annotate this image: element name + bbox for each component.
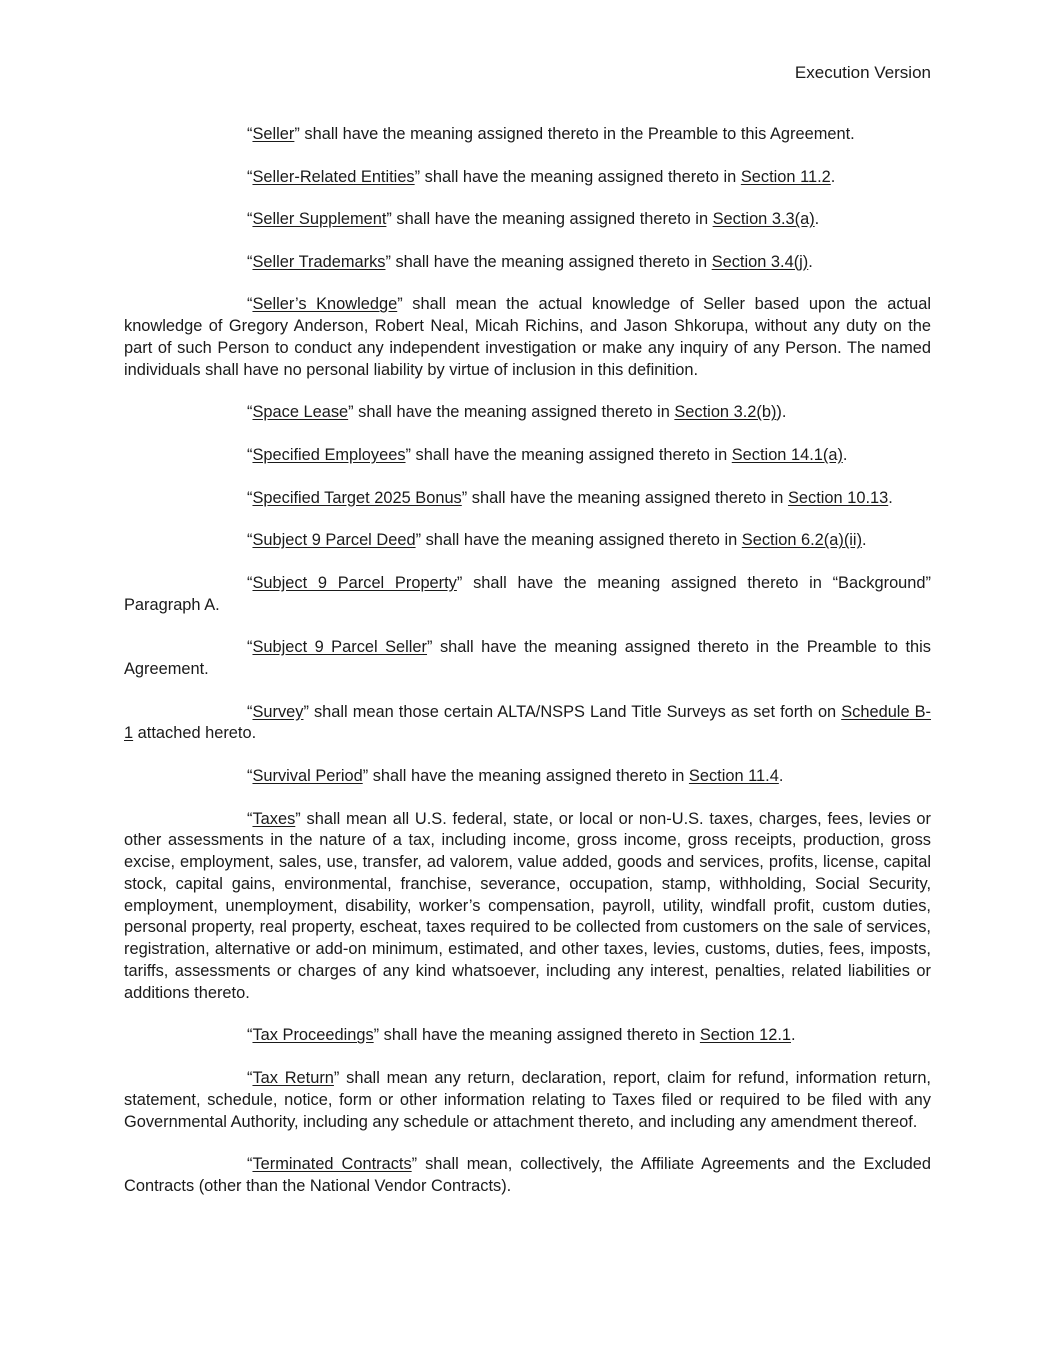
open-quote: “ <box>247 167 253 186</box>
section-reference: Section 11.2 <box>740 167 831 186</box>
section-reference: Section 3.2(b) <box>674 403 777 422</box>
definition-paragraph <box>124 124 931 146</box>
close-quote: ” <box>397 295 403 314</box>
defined-term: Specified Target 2025 Bonus <box>252 488 462 507</box>
definition-text: shall mean the actual knowledge of Seller based upon the actual knowledge of Gregory Anderson, Robert Neal, Micah Richins, and Jason Shkorupa, without any duty on the part of such Person to conduct any independent investigation or make any inquiry of any Person. The named individuals shall have no personal liability by virtue of inclusion in this definition. <box>124 295 931 379</box>
open-quote: “ <box>247 573 253 592</box>
open-quote: “ <box>247 531 253 550</box>
section-reference: Section 3.4(j) <box>711 252 809 271</box>
close-quote: ” <box>461 488 468 507</box>
definition-tail: . <box>842 445 848 464</box>
close-quote: ” <box>427 638 433 657</box>
close-quote: ” <box>333 1069 340 1088</box>
definition-paragraph <box>124 766 931 788</box>
section-reference: Section 6.2(a)(ii) <box>741 531 863 550</box>
open-quote: “ <box>247 488 253 507</box>
close-quote: ” <box>411 1155 418 1174</box>
open-quote: “ <box>247 210 253 229</box>
close-quote: ” <box>456 573 463 592</box>
open-quote: “ <box>247 252 253 271</box>
definition-paragraph <box>124 488 931 510</box>
close-quote: ” <box>303 702 309 721</box>
execution-version-header: Execution Version <box>794 63 931 82</box>
defined-term: Tax Return <box>252 1069 334 1088</box>
definition-paragraph <box>124 637 931 681</box>
definition-text: shall have the meaning assigned thereto in <box>379 1026 700 1045</box>
definition-text: shall have the meaning assigned thereto in <box>411 445 732 464</box>
defined-term: Tax Proceedings <box>252 1026 374 1045</box>
definition-paragraph <box>124 445 931 467</box>
open-quote: “ <box>247 702 253 721</box>
definitions-body <box>124 124 931 1219</box>
definition-text: shall mean all U.S. federal, state, or local or non-U.S. taxes, charges, fees, levies or other assessments in the nature of a tax, including income, gross income, gross receipts, production, gross excise, employment, sales, use, transfer, ad valorem, value added, goods and services, profits, license, capital stock, capital gains, environmental, franchise, severance, occupation, stamp, withholding, Social Security, employment, unemployment, disability, worker’s compensation, payroll, utility, windfall profit, custom duties, personal property, real property, escheat, taxes required to be collected from customers on the sale of services, registration, alternative or add-on minimum, estimated, and other taxes, levies, customs, duties, fees, imposts, tariffs, assessments or charges of any kind whatsoever, including any interest, penalties, related liabilities or additions thereto. <box>124 809 931 1002</box>
definition-paragraph <box>124 402 931 424</box>
definition-text: shall have the meaning assigned thereto in <box>368 766 689 785</box>
defined-term: Seller <box>252 125 295 143</box>
definition-paragraph <box>124 809 931 1005</box>
defined-term: Seller Supplement <box>252 210 387 229</box>
definition-text: shall have the meaning assigned thereto in the Preamble to this Agreement. <box>299 125 855 143</box>
definition-paragraph <box>124 167 931 189</box>
definition-text: shall have the meaning assigned thereto in <box>420 167 741 186</box>
close-quote: ” <box>295 809 301 828</box>
defined-term: Seller Trademarks <box>252 252 386 271</box>
close-quote: ” <box>415 531 422 550</box>
defined-term: Subject 9 Parcel Deed <box>252 531 416 550</box>
section-reference: Section 3.3(a) <box>712 210 815 229</box>
definition-paragraph <box>124 209 931 231</box>
close-quote: ” <box>294 125 300 143</box>
definition-text: shall mean any return, declaration, report, claim for refund, information return, statement, schedule, notice, form or other information relating to Taxes filed or required to be filed with any Governmental Authority, including any schedule or attachment thereto, and including any amendment thereof. <box>124 1069 931 1131</box>
definition-paragraph <box>124 1025 931 1047</box>
definition-tail: ). <box>776 403 787 422</box>
open-quote: “ <box>247 1155 253 1174</box>
definition-paragraph <box>124 1068 931 1133</box>
close-quote: ” <box>362 766 369 785</box>
definition-tail: . <box>814 210 820 229</box>
open-quote: “ <box>247 809 253 828</box>
definition-text: shall have the meaning assigned thereto in <box>353 403 675 422</box>
defined-term: Survival Period <box>252 766 363 785</box>
close-quote: ” <box>386 210 392 229</box>
open-quote: “ <box>247 125 253 143</box>
definition-tail: . <box>888 488 893 507</box>
definition-text: shall have the meaning assigned thereto in <box>467 488 788 507</box>
section-reference: Section 14.1(a) <box>731 445 843 464</box>
defined-term: Subject 9 Parcel Property <box>252 573 457 592</box>
definition-text: shall have the meaning assigned thereto in <box>390 252 712 271</box>
definition-tail: attached hereto. <box>133 724 257 743</box>
definition-tail: . <box>862 531 867 550</box>
definition-tail: . <box>791 1026 796 1045</box>
open-quote: “ <box>247 766 253 785</box>
definition-tail: . <box>778 766 784 785</box>
open-quote: “ <box>247 445 253 464</box>
defined-term: Terminated Contracts <box>252 1155 412 1174</box>
defined-term: Specified Employees <box>252 445 406 464</box>
open-quote: “ <box>247 638 253 657</box>
section-reference: Section 11.4 <box>688 766 779 785</box>
definition-tail: . <box>830 167 836 186</box>
defined-term: Seller’s Knowledge <box>252 295 398 314</box>
definition-paragraph <box>124 252 931 274</box>
defined-term: Space Lease <box>252 403 349 422</box>
definition-tail: . <box>808 252 813 271</box>
defined-term: Taxes <box>252 809 296 828</box>
definition-text: shall have the meaning assigned thereto in the Preamble to this Agreement. <box>124 638 931 678</box>
definition-text: shall mean, collectively, the Affiliate Agreements and the Excluded Contracts (other than the National Vendor Contracts). <box>124 1155 931 1196</box>
close-quote: ” <box>414 167 421 186</box>
defined-term: Subject 9 Parcel Seller <box>252 638 428 657</box>
close-quote: ” <box>348 403 354 422</box>
definition-paragraph <box>124 702 931 746</box>
definition-text: shall have the meaning assigned thereto in <box>391 210 713 229</box>
close-quote: ” <box>405 445 411 464</box>
definition-paragraph <box>124 294 931 381</box>
defined-term: Seller-Related Entities <box>252 167 415 186</box>
section-reference: Section 10.13 <box>787 488 889 507</box>
definition-text: shall have the meaning assigned thereto in <box>421 531 742 550</box>
definition-paragraph <box>124 1154 931 1198</box>
schedule-reference: Schedule B-1 <box>124 702 931 743</box>
defined-term: Survey <box>252 702 304 721</box>
close-quote: ” <box>385 252 391 271</box>
open-quote: “ <box>247 1069 253 1088</box>
definition-text: shall mean those certain ALTA/NSPS Land Title Surveys as set forth on <box>308 702 842 721</box>
open-quote: “ <box>247 1026 253 1045</box>
open-quote: “ <box>247 295 253 314</box>
definition-paragraph <box>124 573 931 617</box>
definition-paragraph <box>124 530 931 552</box>
close-quote: ” <box>373 1026 380 1045</box>
open-quote: “ <box>247 403 253 422</box>
definition-text: shall have the meaning assigned thereto in “Background” Paragraph A. <box>124 573 931 614</box>
section-reference: Section 12.1 <box>699 1026 791 1045</box>
